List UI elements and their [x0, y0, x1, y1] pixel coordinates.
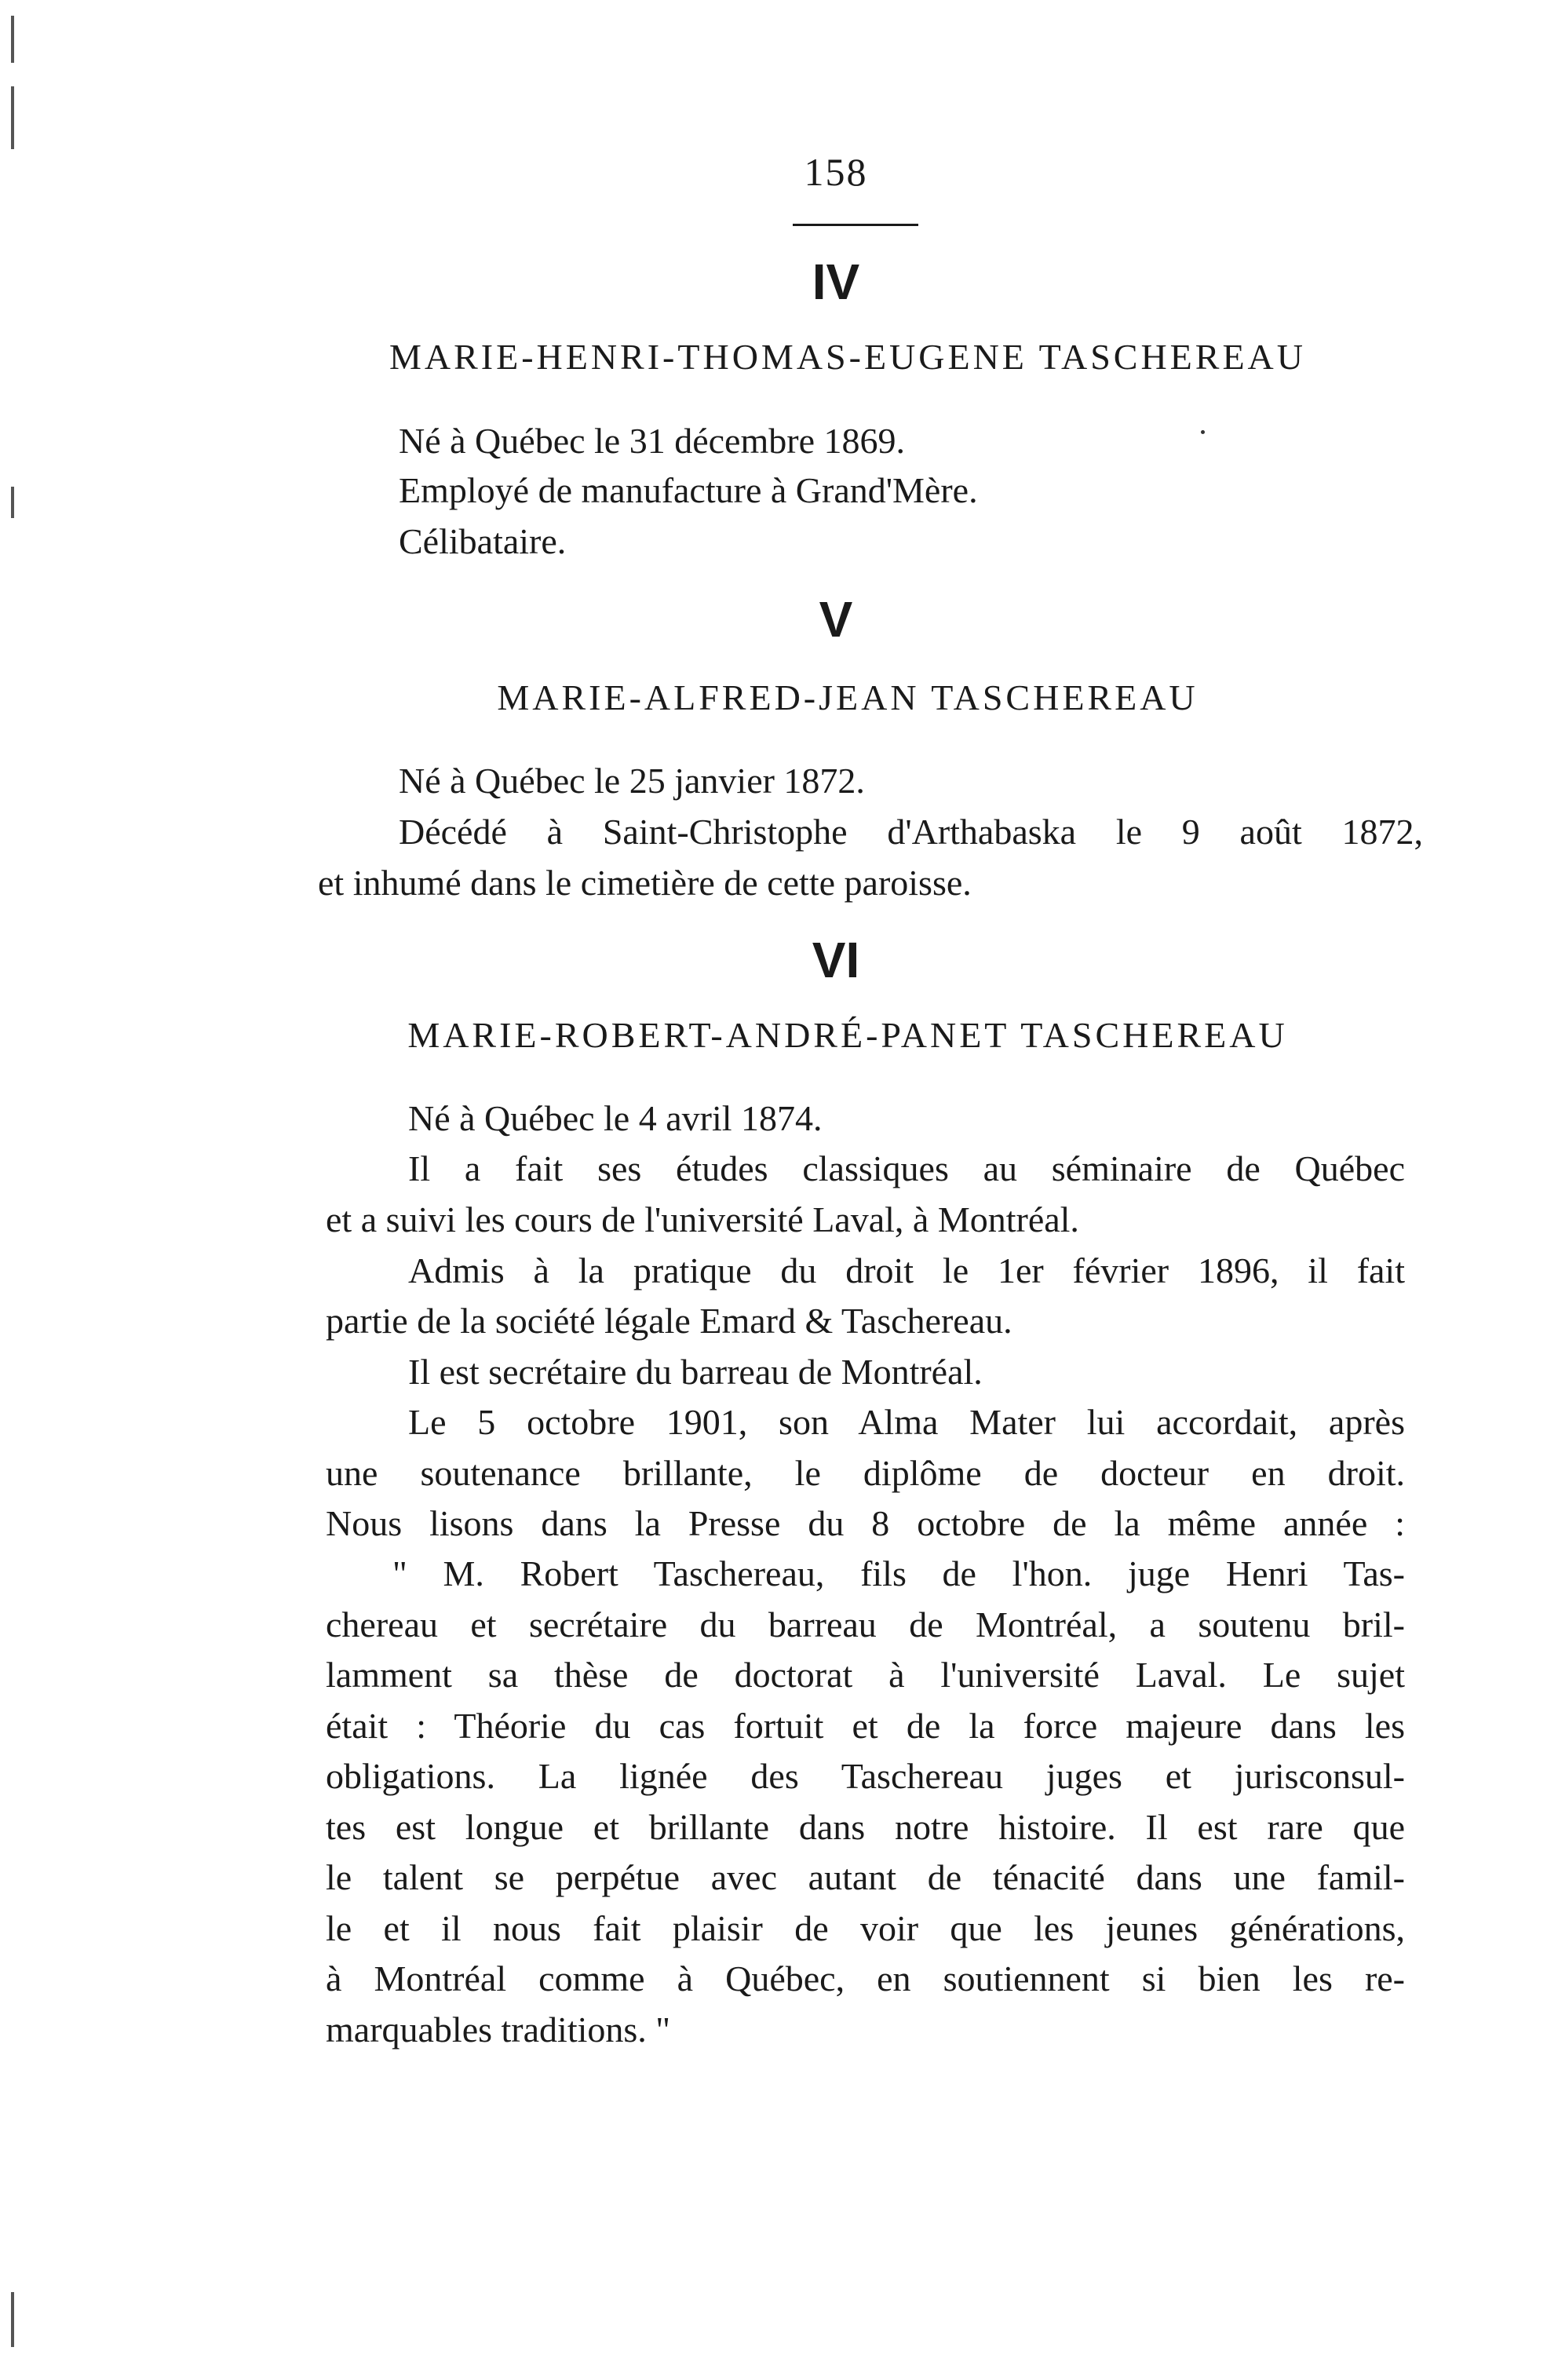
person-name: MARIE-HENRI-THOMAS-EUGENE TASCHEREAU: [389, 337, 1307, 377]
scan-edge-mark: [11, 16, 14, 63]
scan-edge-mark: [11, 487, 14, 518]
section-numeral: V: [819, 591, 853, 648]
quote-line: à Montréal comme à Québec, en soutiennent si bien les re-: [326, 1958, 1405, 1999]
quote-line: " M. Robert Taschereau, fils de l'hon. juge Henri Tas-: [392, 1553, 1405, 1593]
text-line: Il a fait ses études classiques au séminaire de Québec: [408, 1148, 1405, 1188]
text-line: Admis à la pratique du droit le 1er février 1896, il fait: [408, 1250, 1405, 1290]
quote-line: tes est longue et brillante dans notre histoire. Il est rare que: [326, 1807, 1405, 1847]
page-number: 158: [804, 150, 868, 194]
person-name: MARIE-ALFRED-JEAN TASCHEREAU: [497, 677, 1199, 717]
speck: [1201, 430, 1205, 434]
quote-line: chereau et secrétaire du barreau de Montréal, a soutenu bril-: [326, 1604, 1405, 1644]
text-line: et inhumé dans le cimetière de cette paroisse.: [318, 863, 972, 903]
scan-edge-mark: [11, 86, 14, 149]
quote-line: le et il nous fait plaisir de voir que les jeunes générations,: [326, 1908, 1405, 1948]
quote-line: obligations. La lignée des Taschereau juges et jurisconsul-: [326, 1756, 1405, 1796]
text-line: et a suivi les cours de l'université Laval, à Montréal.: [326, 1199, 1079, 1239]
quote-line: était : Théorie du cas fortuit et de la force majeure dans les: [326, 1706, 1405, 1746]
quote-line: le talent se perpétue avec autant de ténacité dans une famil-: [326, 1857, 1405, 1897]
text-line: Nous lisons dans la Presse du 8 octobre de la même année :: [326, 1503, 1405, 1543]
quote-line: marquables traditions. ": [326, 2009, 671, 2050]
text-line: Employé de manufacture à Grand'Mère.: [399, 470, 978, 510]
text-line: Il est secrétaire du barreau de Montréal.: [408, 1352, 983, 1392]
text-line: une soutenance brillante, le diplôme de docteur en droit.: [326, 1453, 1405, 1493]
scan-edge-mark: [11, 2292, 14, 2347]
text-line: Né à Québec le 25 janvier 1872.: [399, 761, 865, 801]
quote-line: lamment sa thèse de doctorat à l'université Laval. Le sujet: [326, 1655, 1405, 1695]
person-name: MARIE-ROBERT-ANDRÉ-PANET TASCHEREAU: [407, 1015, 1288, 1055]
text-line: Décédé à Saint-Christophe d'Arthabaska le 9 août 1872,: [399, 812, 1423, 852]
header-rule: [793, 224, 918, 226]
text-line: Célibataire.: [399, 521, 567, 561]
section-numeral: IV: [812, 254, 860, 310]
text-line: Le 5 octobre 1901, son Alma Mater lui accordait, après: [408, 1402, 1405, 1442]
text-line: Né à Québec le 31 décembre 1869.: [399, 421, 905, 461]
text-line: Né à Québec le 4 avril 1874.: [408, 1098, 823, 1138]
section-numeral: VI: [812, 932, 860, 988]
text-line: partie de la société légale Emard & Taschereau.: [326, 1301, 1012, 1341]
